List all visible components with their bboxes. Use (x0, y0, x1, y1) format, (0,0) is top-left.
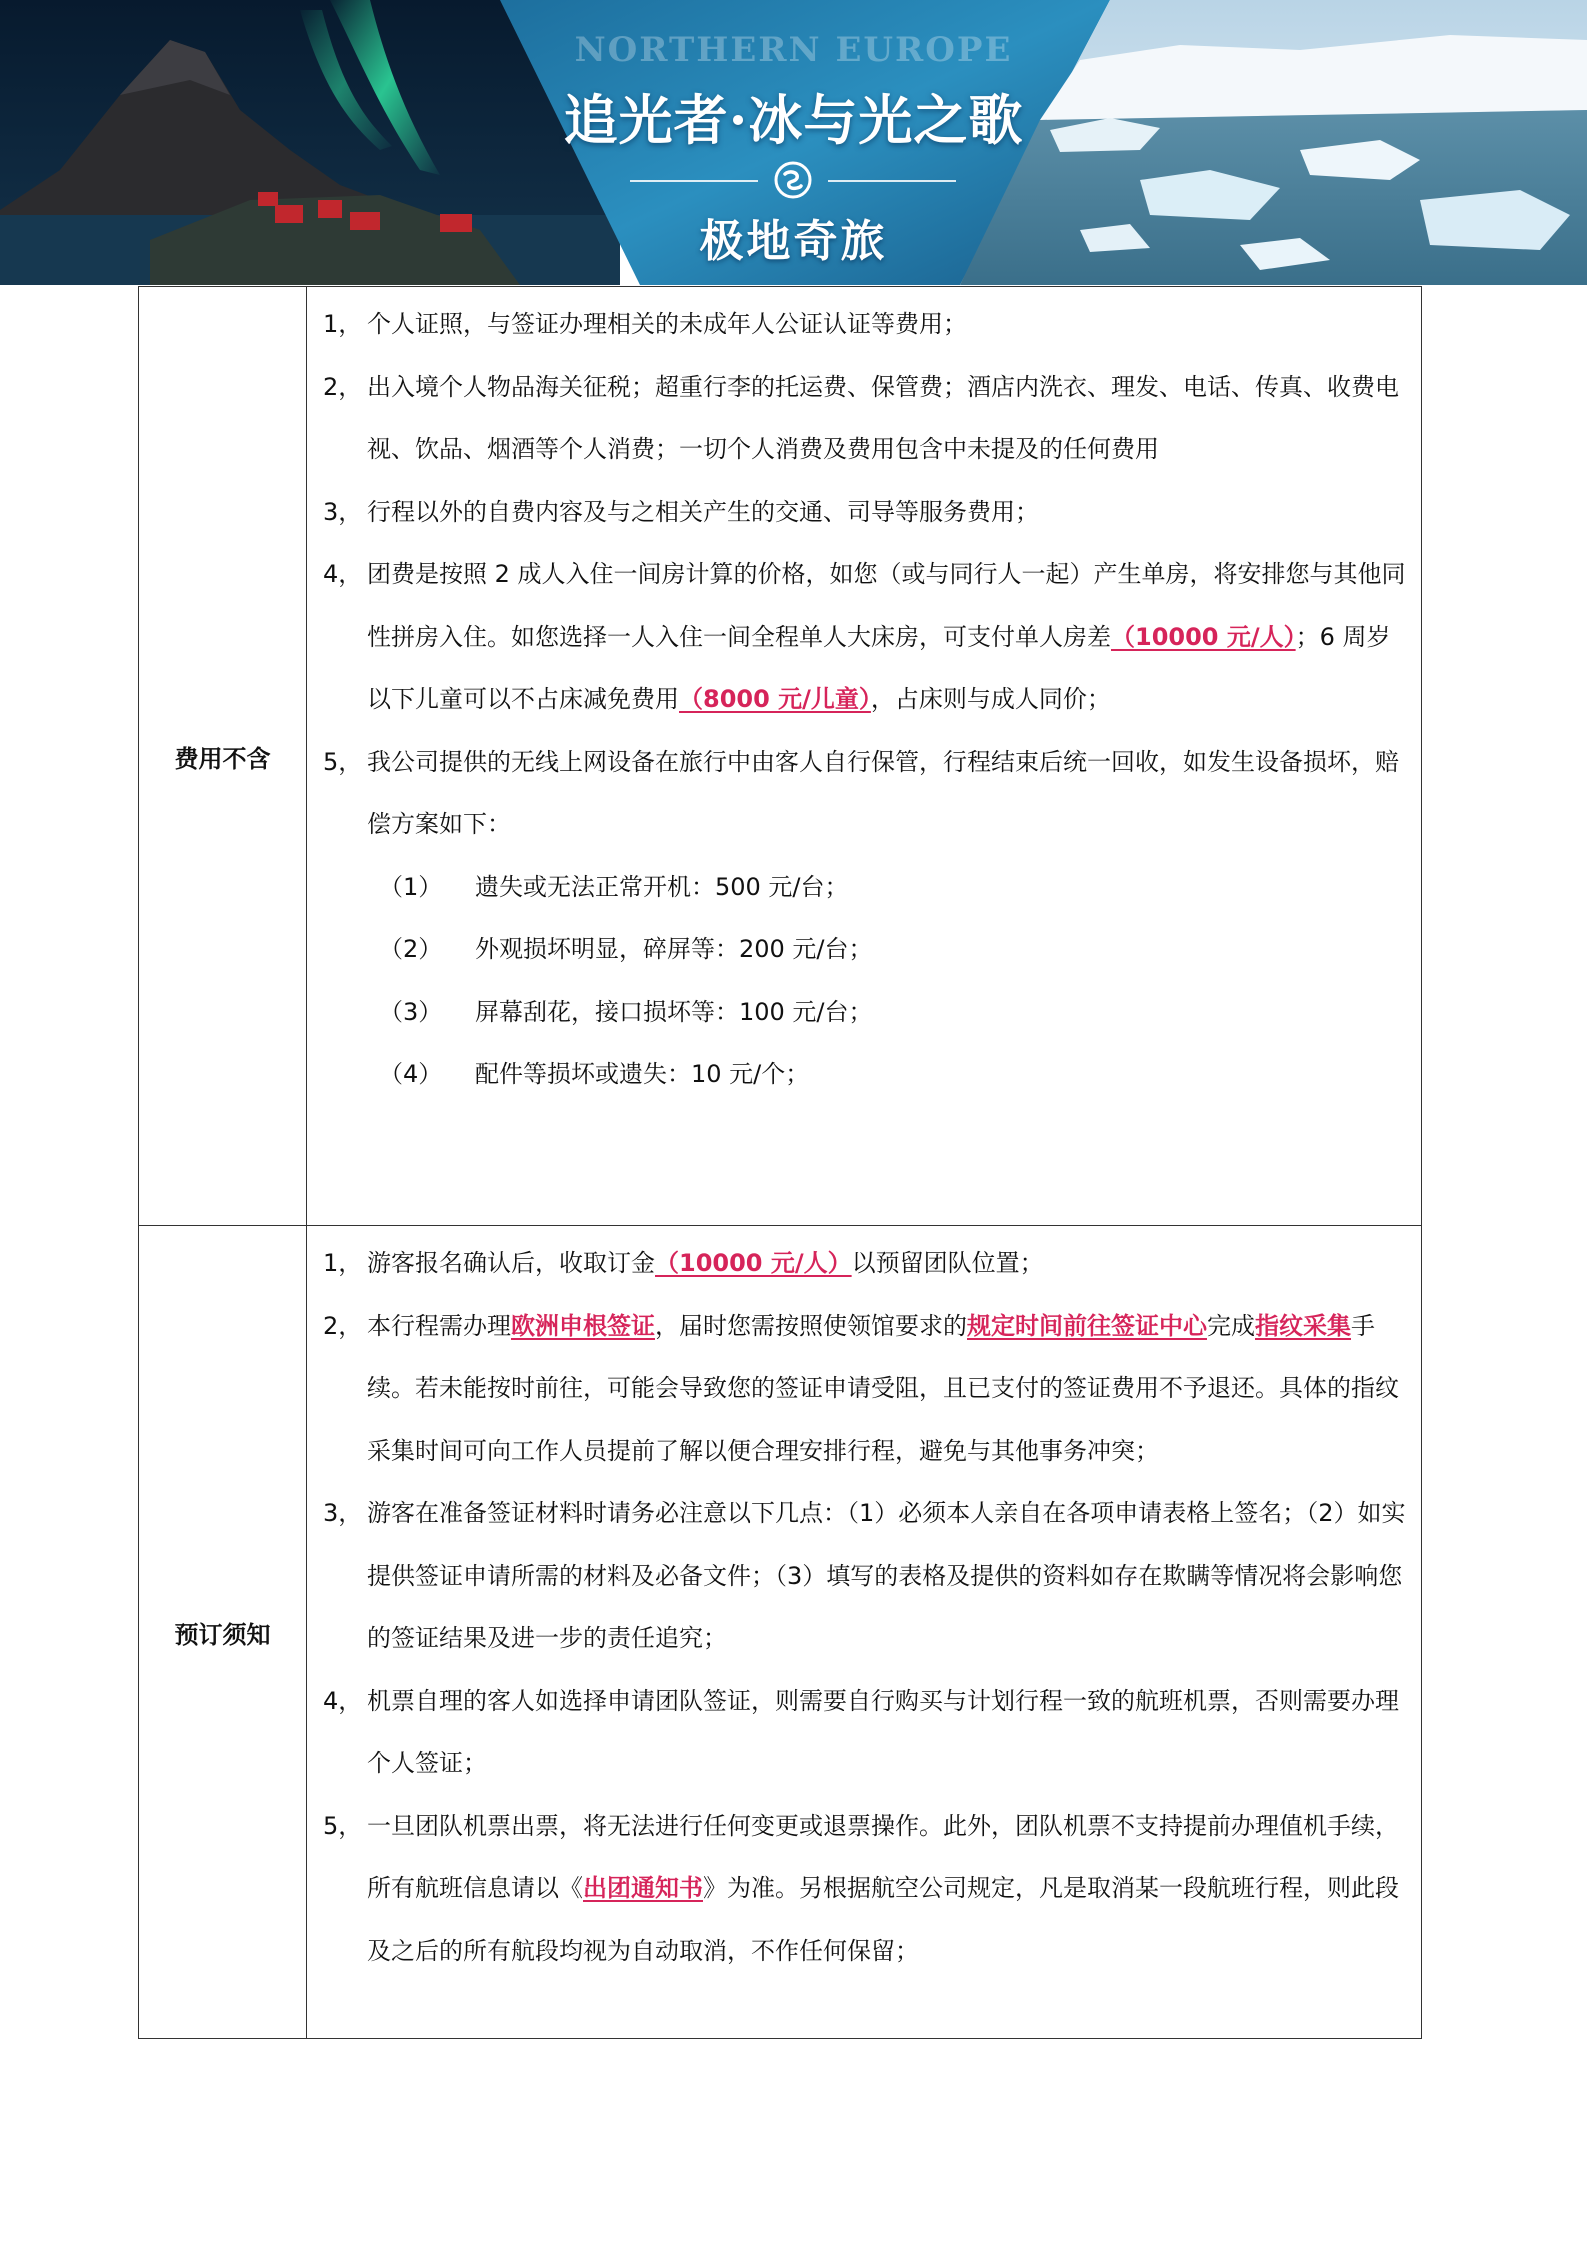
fees-excluded-row (139, 287, 1421, 1225)
booking-notes-label: 预订须知 (139, 1226, 307, 2038)
fingerprint-highlight: 指纹采集 (1255, 1311, 1351, 1340)
header-banner (0, 0, 1587, 285)
list-item: 3， 游客在准备签证材料时请务必注意以下几点：（1）必须本人亲自在各项申请表格上签名；（2）如实提供签证申请所需的材料及必备文件；（3）填写的表格及提供的资料如存在欺瞒等情况将会影响您的签证结果及进一步的责任追究； (323, 1499, 1406, 1652)
booking-notes-content (307, 1226, 1421, 2038)
banner-brand: 极地奇旅 (699, 216, 888, 267)
sub-list-item: （2） 外观损坏明显，碎屏等：200 元/台； (379, 935, 873, 963)
list-item: 4， 机票自理的客人如选择申请团队签证，则需要自行购买与计划行程一致的航班机票，否则需要办理个人签证； (323, 1686, 1399, 1777)
banner-divider-left (630, 180, 758, 182)
fees-excluded-label: 费用不含 (139, 287, 307, 1225)
visa-center-highlight: 规定时间前往签证中心 (967, 1311, 1207, 1340)
sub-list-item: （3） 屏幕刮花，接口损坏等：100 元/台； (379, 997, 873, 1026)
schengen-visa-highlight: 欧洲申根签证 (511, 1311, 655, 1340)
info-table (138, 286, 1422, 2039)
booking-notes-row (139, 1225, 1421, 2038)
departure-notice-highlight: 出团通知书 (583, 1874, 703, 1902)
list-item: 3， 行程以外的自费内容及与之相关产生的交通、司导等服务费用； (323, 497, 1039, 526)
list-item: 4， 团费是按照 2 成人入住一间房计算的价格，如您（或与同行人一起）产生单房，将安排您与其他同性拼房入住。如您选择一人入住一间全程单人大床房，可支付单人房差（10000 元/人）；6 周岁以下儿童可以不占床减免费用（8000 元/儿童），占床则与成人同价； (323, 560, 1406, 713)
deposit-price: （10000 元/人） (655, 1249, 852, 1277)
list-item: 2， 本行程需办理欧洲申根签证，届时您需按照使领馆要求的规定时间前往签证中心完成指纹采集手续。若未能按时前往，可能会导致您的签证申请受阻，且已支付的签证费用不予退还。具体的指纹采集时间可向工作人员提前了解以便合理安排行程，避免与其他事务冲突； (323, 1311, 1399, 1465)
banner-divider-right (828, 180, 956, 182)
sub-list-item: （4） 配件等损坏或遗失：10 元/个； (379, 1060, 810, 1088)
single-room-price: （10000 元/人） (1111, 622, 1296, 651)
list-item: 2， 出入境个人物品海关征税；超重行李的托运费、保管费；酒店内洗衣、理发、电话、传真、收费电视、饮品、烟酒等个人消费；一切个人消费及费用包含中未提及的任何费用 (323, 372, 1399, 463)
sub-list-item: （1） 遗失或无法正常开机：500 元/台； (379, 872, 849, 901)
banner-subtitle: NORTHERN EUROPE (574, 30, 1013, 70)
list-item: 1， 游客报名确认后，收取订金（10000 元/人）以预留团队位置； (323, 1249, 1044, 1277)
brand-logo-icon (763, 160, 823, 200)
fees-excluded-content (307, 287, 1421, 1225)
list-item: 1， 个人证照，与签证办理相关的未成年人公证认证等费用； (323, 310, 967, 338)
list-item: 5， 一旦团队机票出票，将无法进行任何变更或退票操作。此外，团队机票不支持提前办理值机手续，所有航班信息请以《出团通知书》为准。另根据航空公司规定，凡是取消某一段航班行程，则此段及之后的所有航段均视为自动取消，不作任何保留； (323, 1811, 1399, 1965)
banner-title: 追光者·冰与光之歌 (563, 88, 1024, 152)
child-discount-price: （8000 元/儿童） (679, 685, 871, 713)
list-item: 5， 我公司提供的无线上网设备在旅行中由客人自行保管，行程结束后统一回收，如发生设备损坏，赔偿方案如下： (323, 747, 1399, 838)
